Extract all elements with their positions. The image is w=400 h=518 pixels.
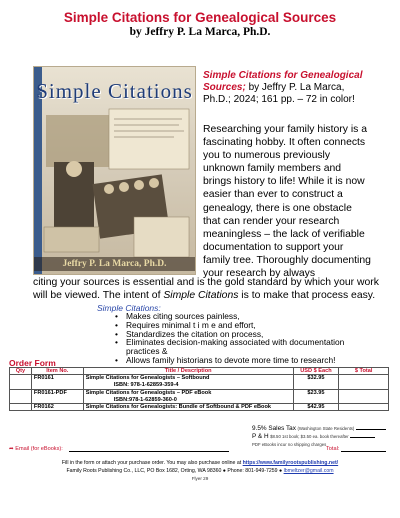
item-price: $42.95 xyxy=(293,404,339,411)
flyer-number: Flyer 29 xyxy=(191,476,209,481)
order-table xyxy=(9,367,389,411)
item-isbn: ISBN: 978-1-62859-359-4 xyxy=(83,382,293,389)
item-price xyxy=(293,396,339,403)
cover-title: Simple Citations xyxy=(36,79,193,103)
order-table-header xyxy=(10,368,389,375)
email-link[interactable]: lbmeltzer@gmail.com xyxy=(283,468,334,474)
totals-block xyxy=(252,425,397,448)
sales-tax-note: (Washington State Residents) xyxy=(297,426,355,431)
para2-text-after: is to make that process easy. xyxy=(238,290,376,302)
feature-item: • Eliminates decision-making associated with documentation practices & xyxy=(115,338,375,356)
features-list xyxy=(115,312,375,365)
item-no xyxy=(31,396,83,403)
feature-item: • Requires minimal t i m e and effort, xyxy=(115,321,375,330)
table-row xyxy=(10,382,389,389)
description-paragraph-2 xyxy=(33,276,383,302)
para2-italic-title: Simple Citations xyxy=(163,290,239,302)
ph-row xyxy=(252,433,397,441)
ph-input[interactable] xyxy=(350,437,375,438)
table-row xyxy=(10,396,389,403)
sales-tax-row xyxy=(252,425,397,433)
description-paragraph-1: Researching your family history is a fascinating hobby. It often connects you to numerous previously unknown family members and brings history to life! While it is now easier than ever to construct a genealogy, there is one obstacle that can render your research meaningless – the lack of verifiable documentation to support your family tree. Thoroughly documenting your research by always xyxy=(203,124,371,280)
item-no: FR0161 xyxy=(31,375,83,382)
total-label: Total: xyxy=(326,446,340,452)
item-description: Simple Citations for Genealogists: Bundle of Softbound & PDF eBook xyxy=(83,404,293,411)
line-total-input[interactable] xyxy=(339,389,389,396)
feature-item: • Standardizes the citation on process, xyxy=(115,330,375,339)
page-title: Simple Citations for Genealogical Sources xyxy=(63,10,337,25)
footer-purchase-note xyxy=(0,460,400,466)
sales-tax-label: 9.5% Sales Tax xyxy=(252,425,296,432)
item-description: Simple Citations for Genealogists – Softbound xyxy=(83,375,293,382)
features-heading: Simple Citations: xyxy=(97,303,161,313)
col-total: $ Total xyxy=(339,368,389,375)
line-total-input[interactable] xyxy=(339,396,389,403)
item-price xyxy=(293,382,339,389)
table-row xyxy=(10,375,389,382)
qty-input[interactable] xyxy=(10,382,32,389)
blurb-details: by Jeffry P. La Marca, Ph.D.; 2024; 161 pp. – 72 in color! xyxy=(203,82,355,105)
order-form-heading: Order Form xyxy=(9,358,56,368)
col-item-no: Item No. xyxy=(31,368,83,375)
feature-item: • Allows family historians to devote more time to research! xyxy=(115,356,375,365)
item-description: Simple Citations for Genealogists – PDF eBook xyxy=(83,389,293,396)
ebook-shipping-note: PDF eBooks incur no shipping charges xyxy=(252,442,327,447)
blurb-book-title: Simple Citations for Genealogical Sources; xyxy=(203,70,363,93)
item-no: FR0162 xyxy=(31,404,83,411)
qty-input[interactable] xyxy=(10,375,32,382)
item-isbn: ISBN:978-1-62859-360-0 xyxy=(83,396,293,403)
cover-author: Jeffry P. La Marca, Ph.D. xyxy=(34,257,195,271)
sales-tax-input[interactable] xyxy=(356,429,386,430)
email-field[interactable] xyxy=(69,451,229,452)
qty-input[interactable] xyxy=(10,404,32,411)
line-total-input[interactable] xyxy=(339,382,389,389)
author-byline: by Jeffry P. La Marca, Ph.D. xyxy=(129,26,271,38)
website-link[interactable]: https://www.familyrootspublishing.net/ xyxy=(242,460,339,466)
ph-label: P & H xyxy=(252,433,269,440)
line-total-input[interactable] xyxy=(339,404,389,411)
grand-total-field[interactable] xyxy=(341,451,386,452)
book-cover-image xyxy=(33,66,196,275)
qty-input[interactable] xyxy=(10,389,32,396)
feature-item: • Makes citing sources painless, xyxy=(115,312,375,321)
line-total-input[interactable] xyxy=(339,375,389,382)
footer-contact xyxy=(0,468,400,474)
para2-text-before: citing your sources is essential and is the gold standard by which your work will be viewed. The intent of xyxy=(33,277,379,302)
col-description: Title / Description xyxy=(83,368,293,375)
ph-note: $8.50 1st book; $3.50 ea. book thereafter xyxy=(270,434,349,439)
col-price: USD $ Each xyxy=(293,368,339,375)
email-row xyxy=(9,446,389,452)
item-no: FR0161-PDF xyxy=(31,389,83,396)
table-row xyxy=(10,404,389,411)
qty-input[interactable] xyxy=(10,396,32,403)
col-qty: Qty xyxy=(10,368,32,375)
book-blurb xyxy=(203,70,371,106)
footer-line1-text: Fill in the form or attach your purchase order. You may also purchase online at xyxy=(61,460,243,466)
table-row xyxy=(10,389,389,396)
email-label: Email (for eBooks): xyxy=(15,446,63,452)
item-price: $23.95 xyxy=(293,389,339,396)
footer-line2-text: Family Roots Publishing Co., LLC, PO Box 1682, Orting, WA 98360 ● Phone: 801-949-7259 ● xyxy=(66,468,284,474)
item-no xyxy=(31,382,83,389)
email-arrow-icon: ➦ xyxy=(9,446,14,452)
item-price: $32.95 xyxy=(293,375,339,382)
